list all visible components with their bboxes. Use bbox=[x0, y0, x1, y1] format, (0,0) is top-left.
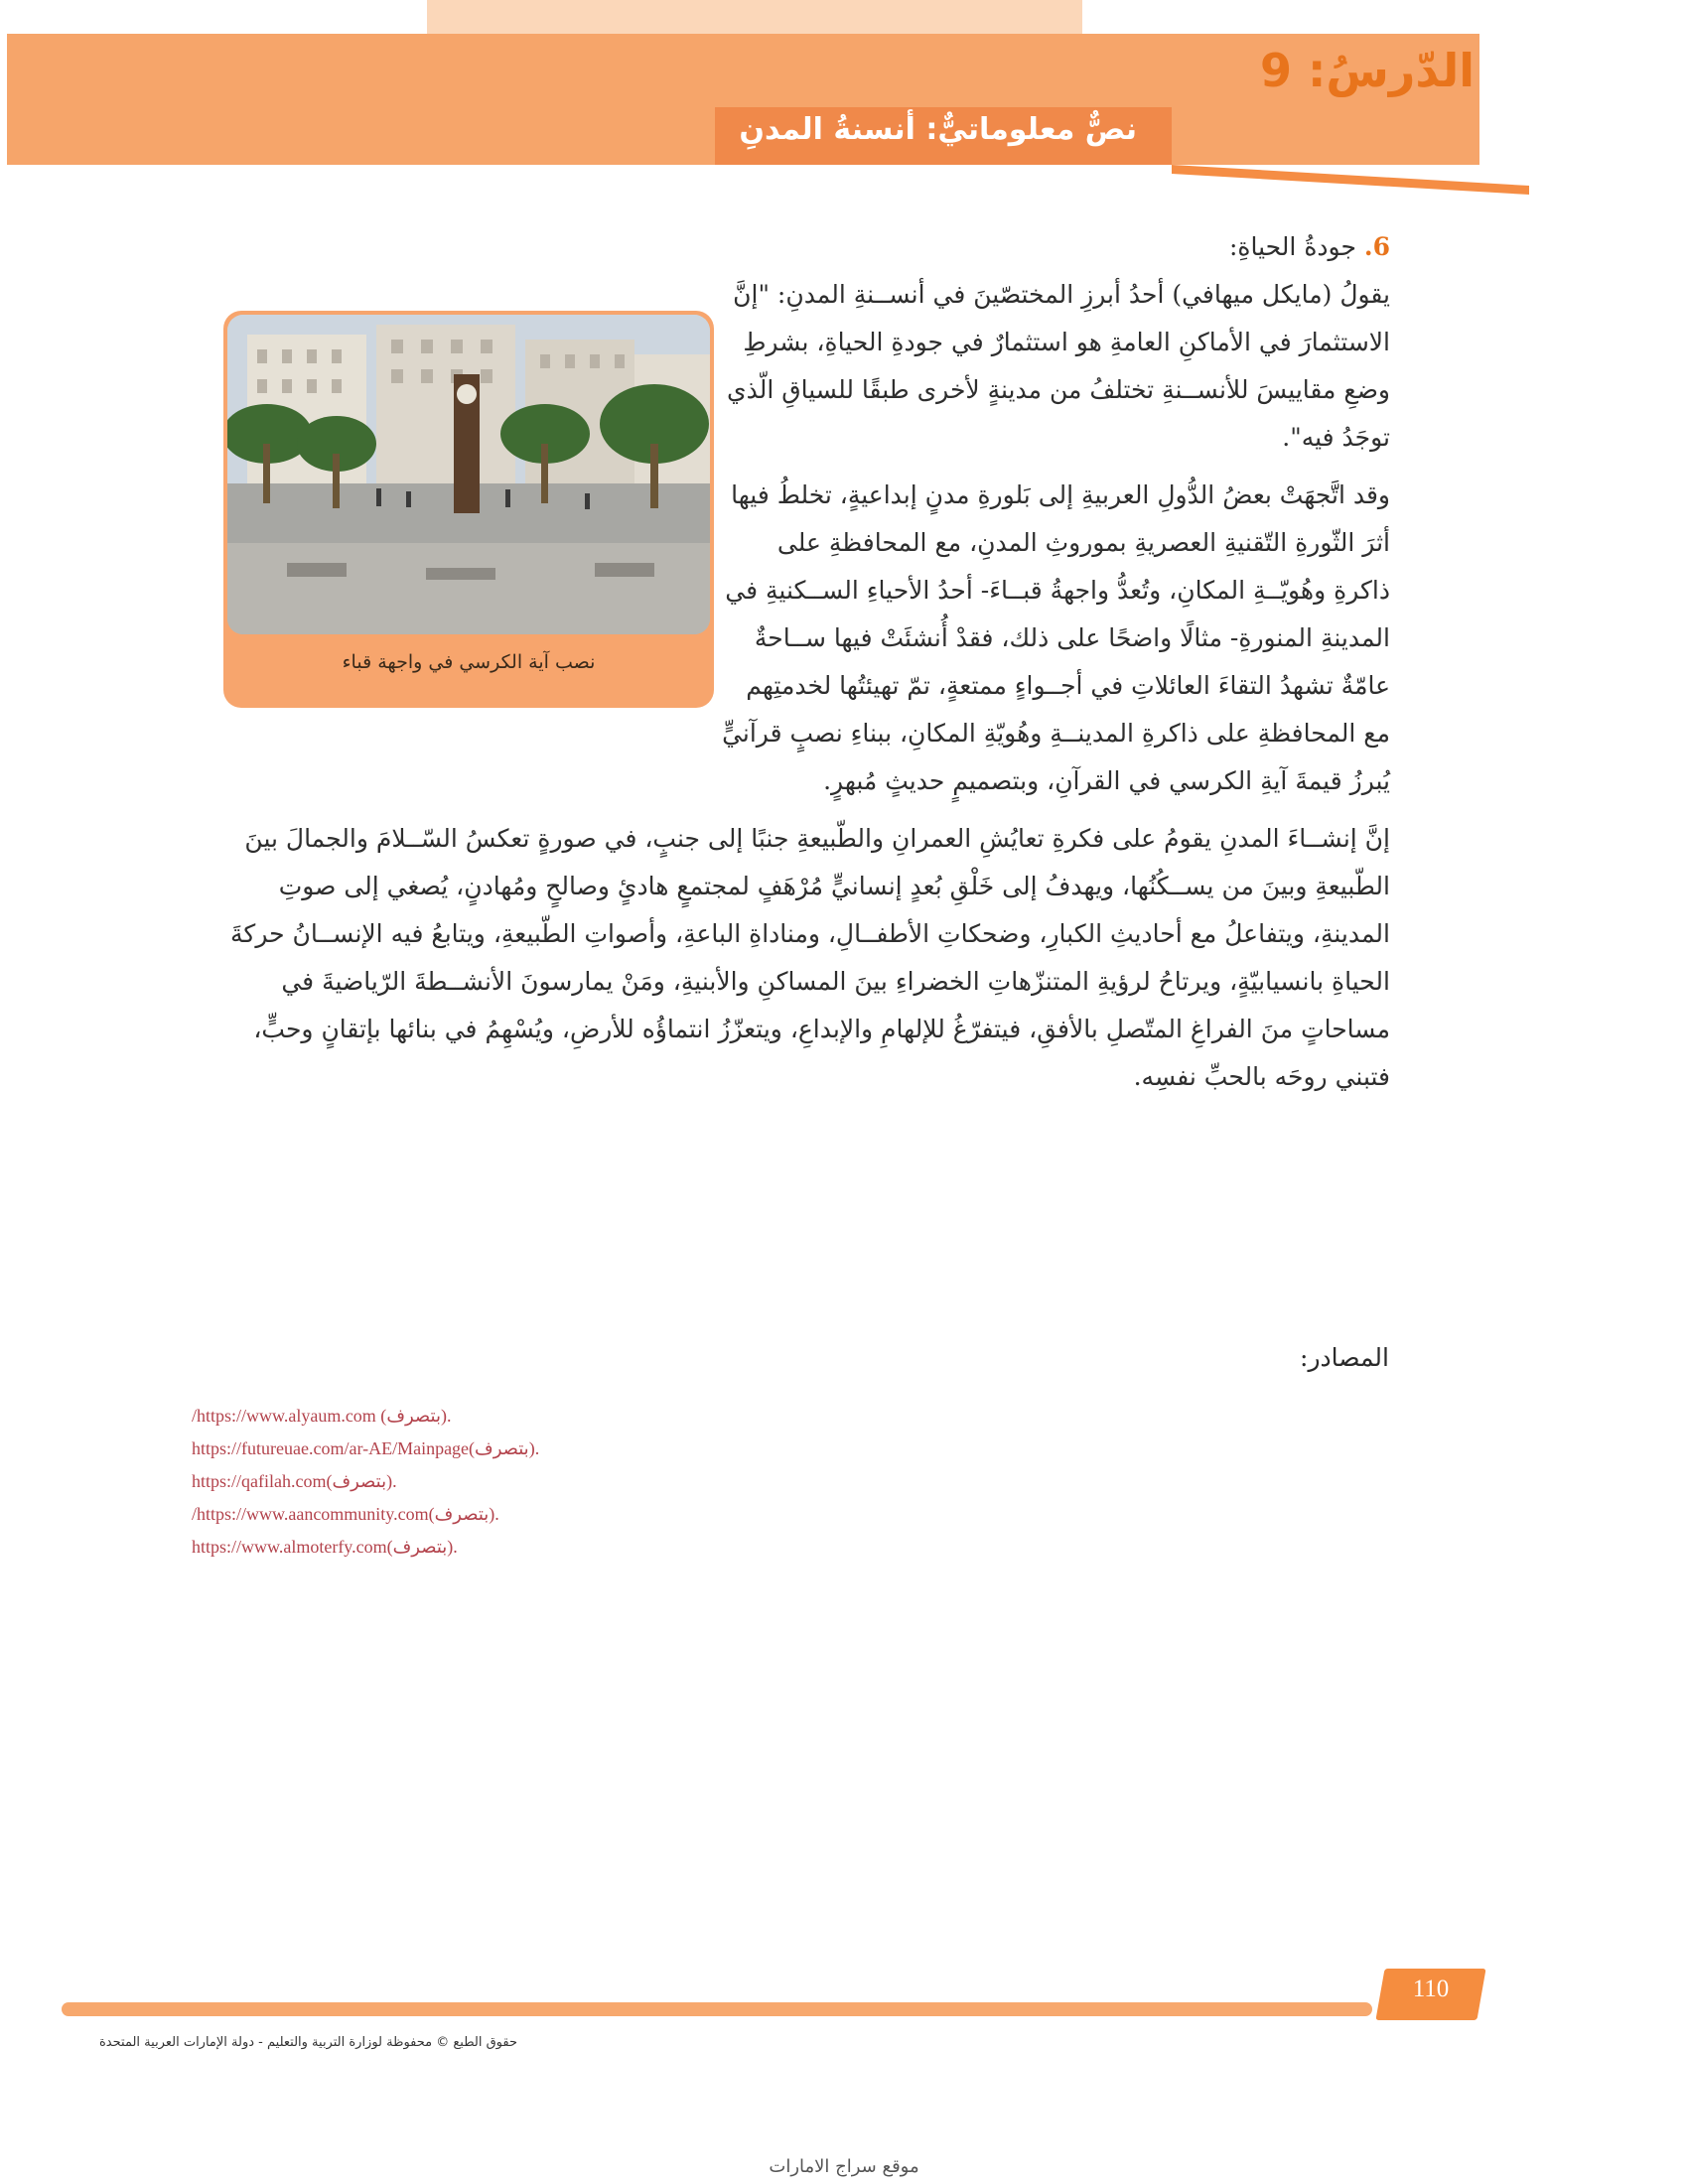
header-accent-strip bbox=[1172, 165, 1529, 195]
photo-illustration bbox=[227, 315, 710, 634]
copyright-notice: حقوق الطبع © محفوظة لوزارة التربية والتعليم - دولة الإمارات العربية المتحدة bbox=[99, 2035, 518, 2050]
paragraph-quote: يقولُ (مايكل ميهافي) أحدُ أبرزِ المختصّينَ في أنســنةِ المدنِ: "إنَّ الاستثمارَ في الأماكنِ العامةِ هو استثمارٌ في جودةِ الحياةِ، بشرطِ وضعِ مقاييسَ للأنســنةِ تختلفُ من مدينةٍ لأخرى طبقًا للسياقِ الّذي توجَدُ فيه". bbox=[727, 280, 1390, 452]
source-link[interactable]: https://www.almoterfy.com(بتصرف). bbox=[192, 1537, 458, 1557]
lesson-subtitle: نصٌّ معلوماتيٌّ: أنسنةُ المدنِ bbox=[739, 112, 1137, 147]
city-square-photo bbox=[227, 315, 710, 634]
site-name: موقع سراج الامارات bbox=[769, 2156, 919, 2177]
figure-caption: نصب آية الكرسي في واجهة قباء bbox=[342, 651, 596, 673]
section-heading bbox=[194, 223, 1390, 271]
section-number: 6. bbox=[1363, 232, 1390, 261]
sources-list bbox=[192, 1400, 539, 1564]
source-link[interactable]: /https://www.aancommunity.com(بتصرف). bbox=[192, 1504, 499, 1524]
source-link[interactable]: /https://www.alyaum.com (بتصرف). bbox=[192, 1406, 452, 1426]
section-title: جودةُ الحياةِ: bbox=[1228, 232, 1356, 261]
lesson-title: الدّرسُ: 9 bbox=[1260, 44, 1475, 97]
figure bbox=[223, 311, 714, 708]
header-decoration bbox=[427, 0, 1082, 34]
paragraph-creative-cities: وقد اتَّجهَتْ بعضُ الدُّولِ العربيةِ إلى بَلورةِ مدنٍ إبداعيةٍ، تخلطُ فيها أثرَ الثّورةِ التّقنيةِ العصريةِ بموروثِ المدنِ، مع المحافظةِ على ذاكرةِ وهُويّــةِ المكانِ، وتُعدُّ واجهةُ قبــاءَ- أحدُ الأحياءِ الســكنيةِ في المدينةِ المنورةِ- مثالًا واضحًا على ذلك، فقدْ أُنشئَتْ فيها ســاحةٌ عامّةٌ تشهدُ التقاءَ العائلاتِ في أجــواءٍ ممتعةٍ، تمّ تهيئتُها لخدمتِهم مع المحافظةِ على ذاكرةِ المدينــةِ وهُويّةِ المكانِ، ببناءِ نصبٍ قرآنيٍّ يُبرزُ قيمةَ آيةِ الكرسي في القرآنِ، وبتصميمٍ حديثٍ مُبهرٍ. bbox=[722, 480, 1390, 795]
paragraph-city-nature: إنَّ إنشــاءَ المدنِ يقومُ على فكرةِ تعايُشِ العمرانِ والطّبيعةِ جنبًا إلى جنبٍ، في صورةٍ تعكسُ السّــلامَ والجمالَ بينَ الطّبيعةِ وبينَ من يســكُنُها، ويهدفُ إلى خَلْقِ بُعدٍ إنسانيٍّ مُرْهَفٍ لمجتمعٍ هادئٍ وصالحٍ ومُهادنٍ، يُصغي إلى صوتِ المدينةِ، ويتفاعلُ مع أحاديثِ الكبارِ، وضحكاتِ الأطفــالِ، ومناداةِ الباعةِ، وأصواتِ الطّبيعةِ، ويتابعُ فيه الإنســانُ حركةَ الحياةِ بانسيابيّةٍ، ويرتاحُ لرؤيةِ المتنزّهاتِ الخضراءِ بينَ المساكنِ والأبنيةِ، ومَنْ يمارسونَ الأنشــطةَ الرّياضيةَ في مساحاتٍ منَ الفراغِ المتّصلِ بالأفقِ، فيتفرّغُ للإلهامِ والإبداعِ، ويتعزّزُ انتماؤُه للأرضِ، ويُسْهِمُ في بنائها بإتقانٍ وحبٍّ، فتبني روحَه بالحبِّ نفسِه. bbox=[230, 824, 1390, 1091]
main-content bbox=[194, 223, 1390, 1101]
sources-heading: المصادر: bbox=[1300, 1343, 1389, 1372]
page-number: 110 bbox=[1412, 1976, 1450, 2002]
footer-rule bbox=[62, 2002, 1372, 2016]
source-link[interactable]: https://qafilah.com(بتصرف). bbox=[192, 1471, 397, 1491]
source-link[interactable]: https://futureuae.com/ar-AE/Mainpage(بتصرف). bbox=[192, 1438, 540, 1458]
